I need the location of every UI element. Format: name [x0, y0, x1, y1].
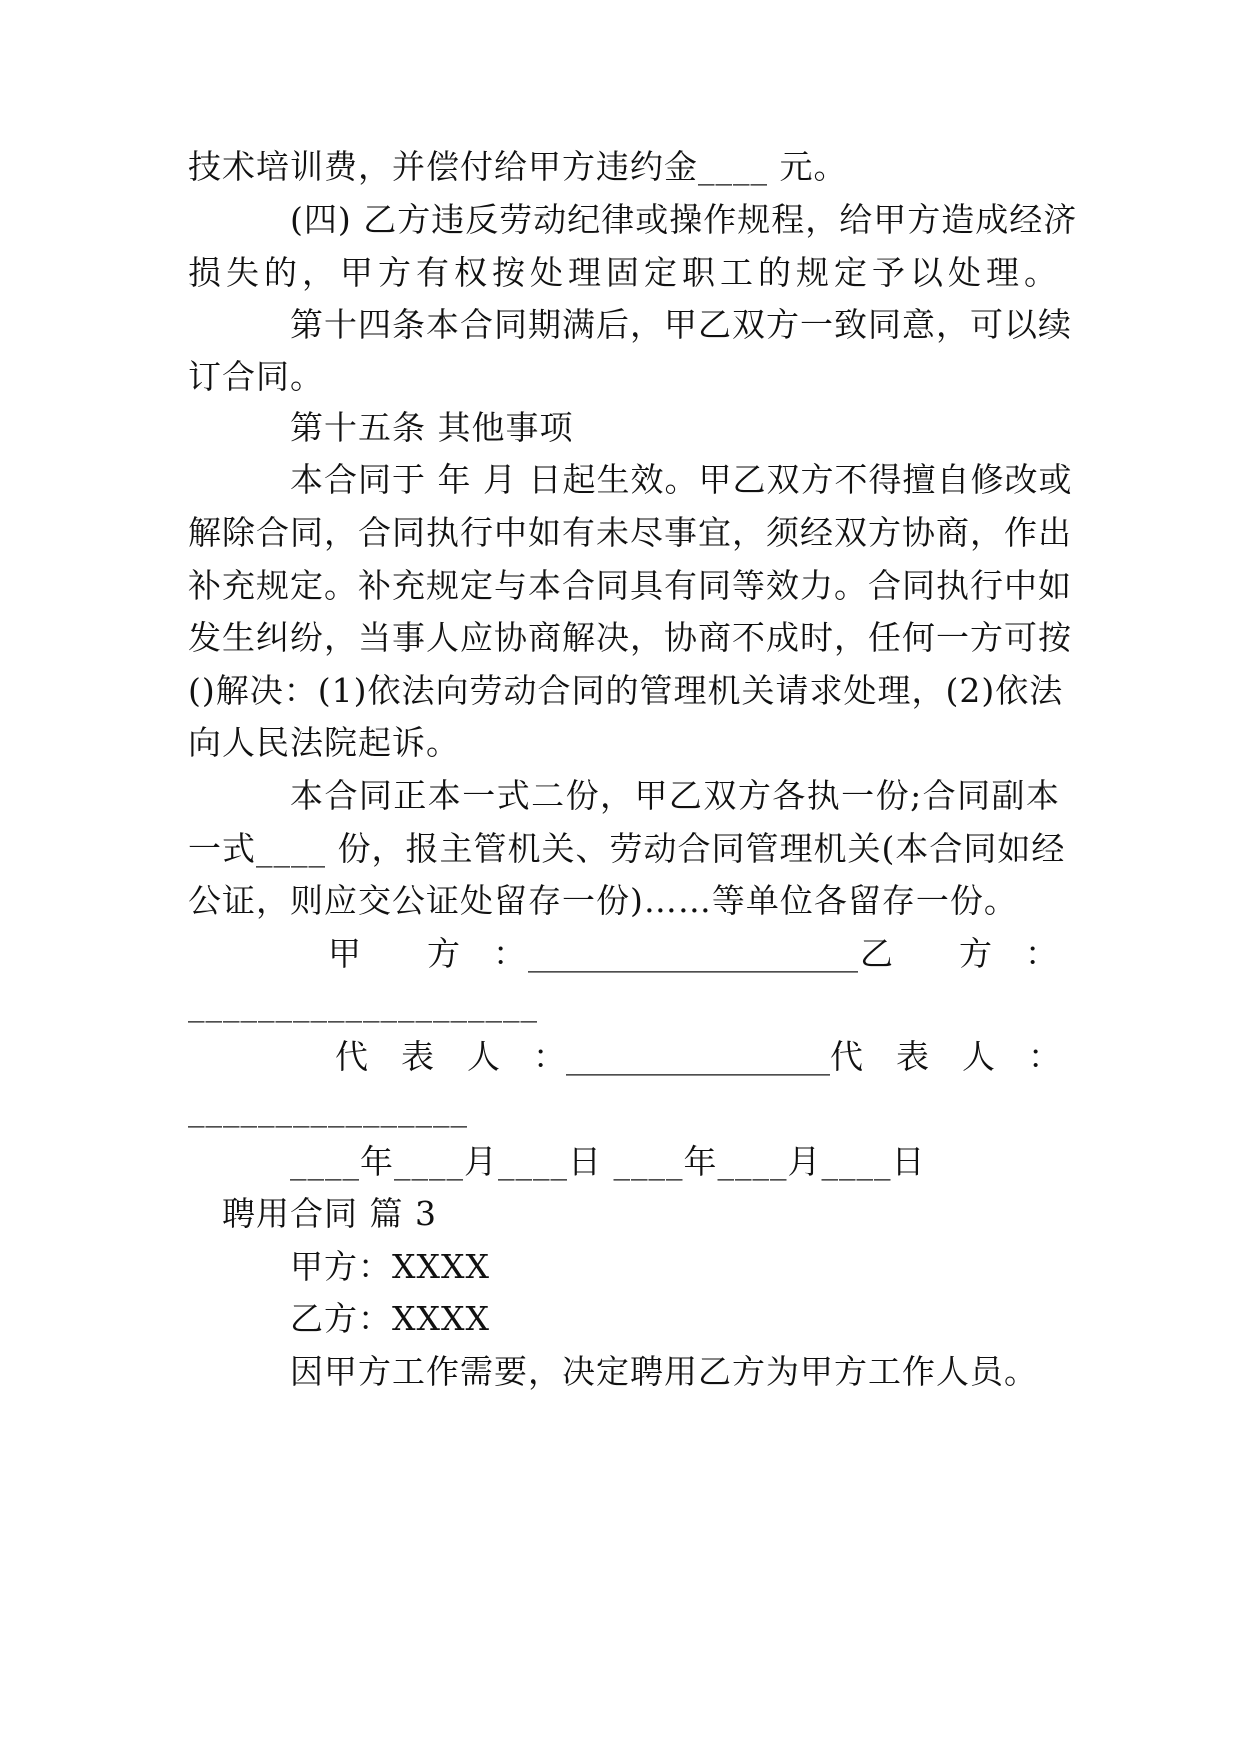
party-a-blank: ____________________: [528, 934, 858, 973]
date-line: ____年____月____日 ____年____月____日: [290, 1142, 926, 1181]
text-line: 订合同。: [188, 357, 324, 396]
section-heading: 第十五条 其他事项: [290, 408, 574, 447]
party-b-line: 乙方：XXXX: [290, 1299, 490, 1338]
text-line: 发生纠纷，当事人应协商解决，协商不成时，任何一方可按: [188, 618, 1072, 657]
text-line: 技术培训费，并偿付给甲方违约金____ 元。: [188, 147, 848, 186]
party-b-blank: ____________________: [188, 984, 538, 1023]
section-title: 聘用合同 篇 3: [222, 1194, 437, 1233]
signature-row-representatives: [335, 1037, 1061, 1077]
signature-row-parties: [328, 934, 1058, 974]
rep-a-blank: ________________: [566, 1037, 830, 1076]
text-line: 损失的，甲方有权按处理固定职工的规定予以处理。: [188, 253, 1058, 292]
rep-a-label: 代 表 人 ：: [335, 1037, 566, 1076]
text-line: 本合同于 年 月 日起生效。甲乙双方不得擅自修改或: [290, 460, 1073, 499]
party-a-line: 甲方：XXXX: [290, 1247, 490, 1286]
text-line: ()解决：(1)依法向劳动合同的管理机关请求处理，(2)依法: [188, 671, 1064, 710]
intro-line: 因甲方工作需要，决定聘用乙方为甲方工作人员。: [290, 1352, 1038, 1391]
text-line: 向人民法院起诉。: [188, 723, 460, 762]
rep-b-label: 代 表 人 ：: [830, 1037, 1061, 1076]
text-line: (四) 乙方违反劳动纪律或操作规程，给甲方造成经济: [290, 200, 1078, 239]
text-line: 第十四条本合同期满后，甲乙双方一致同意，可以续: [290, 305, 1072, 344]
party-b-label: 乙 方 ：: [860, 934, 1058, 973]
text-line: 解除合同，合同执行中如有未尽事宜，须经双方协商，作出: [188, 513, 1072, 552]
text-line: 一式____ 份，报主管机关、劳动合同管理机关(本合同如经: [188, 829, 1066, 868]
rep-b-blank: ________________: [188, 1089, 468, 1128]
text-line: 公证，则应交公证处留存一份)……等单位各留存一份。: [188, 881, 1018, 920]
text-line: 本合同正本一式二份，甲乙双方各执一份;合同副本: [290, 776, 1060, 815]
party-a-label: 甲 方 ：: [328, 934, 526, 973]
text-line: 补充规定。补充规定与本合同具有同等效力。合同执行中如: [188, 566, 1072, 605]
